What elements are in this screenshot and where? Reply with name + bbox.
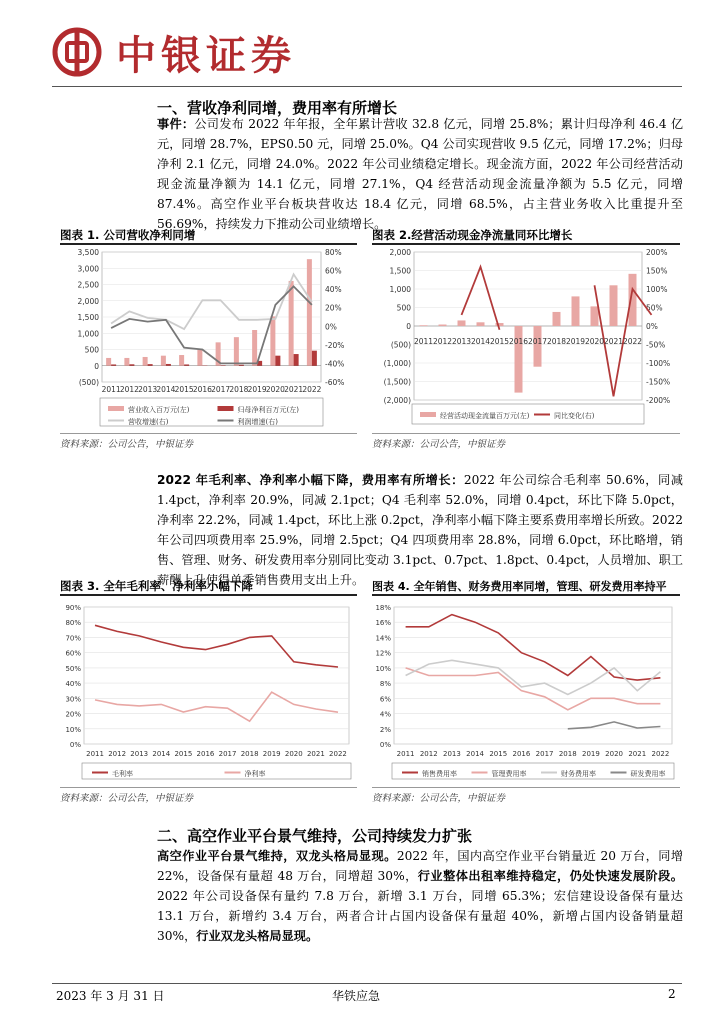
fig2-x-tick: 2019 — [565, 337, 586, 346]
fig3-chart — [60, 597, 357, 783]
fig4-x-tick: 2018 — [558, 750, 577, 758]
fig4-x-tick: 2021 — [628, 750, 647, 758]
fig1-x-tick: 2015 — [174, 385, 194, 394]
fig3-x-tick: 2016 — [196, 750, 215, 758]
fig4-y-tick: 14% — [375, 634, 391, 643]
fig4-x-tick: 2017 — [535, 750, 554, 758]
fig1-bar-营业收入百万元(左)-2016 — [197, 350, 202, 366]
fig2-bar-经营活动现金流量百万元(左)-2011 — [420, 325, 428, 326]
fig2-y-right-tick: 150% — [646, 266, 668, 276]
fig1-bar-归母净利百万元(左)-2021 — [294, 354, 299, 366]
fig1-bar-归母净利百万元(左)-2020 — [275, 356, 280, 366]
header-rule — [52, 86, 682, 87]
fig4-legend-label: 销售费用率 — [422, 770, 457, 778]
fig3-y-tick: 30% — [65, 695, 81, 704]
fig1-legend-label: 归母净利百万元(左) — [237, 406, 299, 414]
section-1-body: 公司发布 2022 年年报，全年累计营收 32.8 亿元，同增 25.8%；累计归母净利 46.4 亿元，同增 28.7%，EPS0.50 元，同增 25.0%。Q4 公司实现营收 9.5 亿元，同增 17.2%；归母净利 2.1 亿元，同增 24.0%。2022 年公司业绩稳定增长。现金流方面，2022 年公司经营活动现金流量净额为 14.1 亿元，同增 27.1%，Q4 经营活动现金流量净额为 5.5 亿元，同增 87.4%。高空作业平台板块营收达 18.4 亿元，同增 68.5%，占主营业务收入比重提升至 56.69%，持续发力下推动公司业绩增长。 — [157, 117, 684, 231]
fig1-bar-归母净利百万元(左)-2015 — [184, 364, 189, 365]
fig2-x-tick: 2021 — [603, 337, 624, 346]
fig1-y-right-tick: -20% — [325, 340, 345, 350]
fig1-x-tick: 2022 — [302, 385, 322, 394]
fig2-x-tick: 2022 — [622, 337, 643, 346]
fig1-x-tick: 2012 — [119, 385, 139, 394]
fig1-bar-归母净利百万元(左)-2022 — [312, 351, 317, 366]
fig1-bar-归母净利百万元(左)-2012 — [129, 364, 134, 365]
fig3-x-tick: 2022 — [329, 750, 347, 758]
fig2-y-right-tick: 100% — [646, 285, 668, 294]
fig1-bar-营业收入百万元(左)-2022 — [307, 259, 312, 366]
fig2-bar-经营活动现金流量百万元(左)-2020 — [591, 306, 599, 326]
fig1-y-left-tick: 3,500 — [77, 248, 99, 257]
fig3-y-tick: 80% — [65, 619, 81, 628]
fig3-source-rule — [60, 787, 357, 788]
fig1-legend-归母净利百万元(左)-swatch — [218, 406, 234, 411]
fig3-rule — [60, 594, 357, 596]
fig1-y-right-tick: -40% — [325, 359, 345, 369]
fig2-bar-经营活动现金流量百万元(左)-2012 — [439, 325, 447, 326]
fig3-y-tick: 90% — [65, 604, 81, 612]
fig2-y-right-tick: -100% — [646, 359, 671, 368]
fig3-x-tick: 2019 — [262, 750, 281, 758]
fig1-y-left-tick: 3,000 — [77, 264, 99, 274]
fig4-x-tick: 2013 — [443, 750, 461, 758]
fig2-line-同比变化(右) — [462, 267, 652, 397]
fig2-x-tick: 2017 — [527, 337, 548, 346]
fig2-bar-经营活动现金流量百万元(左)-2019 — [572, 296, 580, 326]
fig1-bar-营业收入百万元(左)-2015 — [179, 355, 184, 366]
fig1-x-tick: 2011 — [101, 385, 121, 394]
fig3-x-tick: 2017 — [218, 750, 237, 758]
section-2-bold-end: 行业双龙头格局显现。 — [196, 929, 319, 943]
fig4-line-管理费用率 — [406, 668, 661, 710]
fig1-bar-归母净利百万元(左)-2018 — [239, 365, 244, 366]
fig4-y-tick: 2% — [379, 725, 391, 734]
fig2-title: 图表 2.经营活动现金净流量同环比增长 — [372, 228, 573, 242]
fig1-rule — [60, 243, 357, 245]
fig3-line-净利率 — [95, 692, 338, 721]
fig1-title: 图表 1. 公司营收净利同增 — [60, 228, 196, 242]
fig2-bar-经营活动现金流量百万元(左)-2021 — [610, 285, 618, 326]
fig3-x-tick: 2013 — [130, 750, 149, 758]
fig4-y-tick: 4% — [379, 710, 391, 719]
section-2-body-1: 2022 年，国内高空作业平台销量近 20 万台，同增 22%，设备保有量超 48 万台，同增超 30%， — [157, 849, 684, 883]
fig1-source-rule — [60, 433, 357, 434]
fig1-y-left-tick: 2,500 — [77, 280, 99, 290]
fig3-y-tick: 70% — [65, 634, 81, 643]
fig1-y-left-tick: 500 — [84, 345, 99, 355]
section-1-lead: 事件： — [157, 117, 195, 131]
fig1-legend-label: 营收增速(右) — [128, 418, 169, 426]
fig1-x-tick: 2017 — [211, 385, 231, 394]
fig1-y-right-tick: 20% — [325, 303, 342, 313]
section-2-lead: 高空作业平台景气维持，双龙头格局显现。 — [157, 849, 397, 863]
fig1-bar-营业收入百万元(左)-2014 — [161, 356, 166, 366]
fig1-y-left-tick: 0 — [94, 361, 99, 371]
fig1-bar-营业收入百万元(左)-2011 — [106, 358, 111, 366]
footer-company: 华铁应急 — [332, 989, 381, 1003]
fig2-y-right-tick: -200% — [646, 396, 671, 405]
fig2-y-right-tick: 0% — [646, 322, 658, 331]
bank-of-china-logo — [52, 27, 102, 77]
fig4-x-tick: 2015 — [489, 750, 508, 758]
fig2-source-rule — [372, 433, 680, 434]
fig4-y-tick: 12% — [375, 649, 391, 658]
fig3-legend-label: 毛利率 — [112, 770, 133, 778]
fig4-y-tick: 8% — [379, 680, 391, 689]
fig2-bar-经营活动现金流量百万元(左)-2016 — [515, 326, 523, 393]
fig2-y-right-tick: -50% — [646, 340, 666, 350]
footer-page-number: 2 — [668, 987, 676, 1001]
fig2-y-left-tick: 1,500 — [389, 266, 411, 276]
fig3-x-tick: 2018 — [240, 750, 259, 758]
fig1-y-left-tick: 1,500 — [77, 313, 99, 322]
fig1-y-left-tick: 1,000 — [77, 329, 99, 339]
fig4-legend-label: 研发费用率 — [630, 770, 666, 778]
fig2-y-left-tick: 1,000 — [389, 285, 411, 294]
fig4-y-tick: 10% — [375, 664, 391, 673]
fig3-source: 资料来源：公司公告，中银证券 — [60, 793, 194, 804]
section-1-paragraph — [157, 114, 683, 234]
section-2-body-2: 2022 年公司设备保有量约 7.8 万台，新增 3.1 万台，同增 65.3%；宏信建设设备保有量达 13.1 万台，新增约 3.4 万台，两者合计占国内设备保有量超 40%，新增占国内设备销量超 30%， — [157, 889, 683, 943]
fig3-y-tick: 0% — [69, 741, 81, 749]
fig1-legend-label: 营业收入百万元(左) — [128, 406, 190, 414]
fig1-y-right-tick: 0% — [325, 322, 337, 332]
fig4-y-tick: 18% — [375, 604, 391, 612]
fig4-legend-label: 财务费用率 — [561, 770, 596, 778]
fig4-source-rule — [372, 787, 680, 788]
fig4-y-tick: 6% — [379, 695, 391, 704]
fig1-x-tick: 2016 — [192, 385, 212, 394]
fig4-x-tick: 2022 — [651, 750, 670, 758]
fig1-y-left-tick: (500) — [78, 378, 99, 387]
fig2-y-left-tick: (2,000) — [383, 396, 411, 405]
fig2-y-right-tick: 200% — [646, 248, 668, 257]
fig1-y-right-tick: 60% — [325, 266, 342, 276]
fig4-y-tick: 16% — [375, 619, 391, 628]
fig3-y-tick: 50% — [65, 664, 81, 673]
fig3-x-tick: 2020 — [284, 750, 303, 758]
fig2-y-left-tick: 2,000 — [389, 248, 411, 257]
fig3-line-毛利率 — [95, 625, 338, 667]
fig4-source: 资料来源：公司公告，中银证券 — [372, 793, 506, 804]
fig4-x-tick: 2012 — [419, 750, 438, 758]
fig4-x-tick: 2020 — [605, 750, 623, 758]
fig2-y-left-tick: (1,000) — [383, 359, 411, 368]
fig1-x-tick: 2018 — [229, 385, 249, 394]
paragraph-2-lead: 2022 年毛利率、净利率小幅下降，费用率有所增长： — [157, 473, 464, 487]
fig4-line-销售费用率 — [406, 615, 661, 681]
fig1-bar-营业收入百万元(左)-2012 — [124, 358, 129, 366]
fig2-y-right-tick: -150% — [646, 377, 671, 387]
fig1-line-利润增速(右) — [111, 286, 312, 363]
fig2-x-tick: 2016 — [508, 337, 529, 346]
fig3-title: 图表 3. 全年毛利率、净利率小幅下降 — [60, 579, 253, 593]
fig4-y-tick: 0% — [379, 741, 391, 749]
fig2-y-left-tick: (500) — [390, 340, 411, 350]
fig2-x-tick: 2014 — [470, 337, 491, 346]
fig3-y-tick: 20% — [65, 710, 81, 719]
footer-date: 2023 年 3 月 31 日 — [56, 989, 165, 1003]
fig2-x-tick: 2012 — [432, 337, 453, 346]
paragraph-2-body: 2022 年公司综合毛利率 50.6%，同减 1.4pct，净利率 20.9%，同减 2.1pct；Q4 毛利率 52.0%，同增 0.4pct，环比下降 5.0pct，净利率 22.2%，同减 1.4pct，环比上涨 0.2pct，净利率小幅下降主要系费用率增长所致。2022 年公司四项费用率 25.9%，同增 2.5pct；Q4 四项费用率 28.8%，同增 6.0pct，环比略增，销售、管理、财务、研发费用率分别同比变动 3.1pct、0.7pct、1.8pct、0.4pct，人员增加、职工薪酬上升使得单季销售费用支出上升。 — [157, 473, 683, 587]
fig1-y-left-tick: 2,000 — [77, 296, 99, 306]
section-2-title: 二、高空作业平台景气维持，公司持续发力扩张 — [157, 827, 473, 845]
fig2-x-tick: 2018 — [546, 337, 567, 346]
section-2-paragraph — [157, 846, 683, 946]
fig1-bar-归母净利百万元(左)-2014 — [166, 364, 171, 366]
fig1-legend-label: 利润增速(右) — [237, 418, 278, 426]
paragraph-2 — [157, 470, 683, 590]
footer-rule — [52, 983, 682, 984]
fig1-bar-营业收入百万元(左)-2019 — [252, 330, 257, 366]
fig1-bar-营业收入百万元(左)-2021 — [289, 281, 294, 366]
fig3-y-tick: 10% — [65, 725, 81, 734]
fig2-bar-经营活动现金流量百万元(左)-2018 — [553, 312, 561, 326]
fig1-legend-营业收入百万元(左)-swatch — [108, 406, 124, 411]
fig1-x-tick: 2020 — [265, 385, 285, 394]
fig1-bar-营业收入百万元(左)-2018 — [234, 337, 239, 366]
fig1-y-right-tick: 80% — [325, 248, 342, 257]
section-1-title: 一、营收净利同增，费用率有所增长 — [157, 99, 398, 117]
fig2-x-tick: 2015 — [489, 337, 510, 346]
fig2-y-left-tick: (1,500) — [383, 377, 411, 387]
fig3-plot-frame — [84, 607, 349, 744]
fig1-bar-归母净利百万元(左)-2013 — [148, 364, 153, 366]
fig3-x-tick: 2011 — [86, 750, 104, 758]
fig4-x-tick: 2016 — [512, 750, 531, 758]
fig1-x-tick: 2019 — [247, 385, 267, 394]
fig1-x-tick: 2021 — [284, 385, 304, 394]
fig1-x-tick: 2013 — [138, 385, 158, 394]
section-2-bold-mid: 行业整体出租率维持稳定，仍处快速发展阶段。 — [417, 869, 683, 883]
fig2-y-left-tick: 500 — [396, 303, 411, 313]
fig2-source: 资料来源：公司公告，中银证券 — [372, 439, 506, 450]
fig4-x-tick: 2014 — [466, 750, 484, 758]
fig1-x-tick: 2014 — [156, 385, 176, 394]
fig2-legend-经营活动现金流量百万元(左)-swatch — [420, 412, 436, 417]
fig1-bar-营业收入百万元(左)-2013 — [143, 357, 148, 366]
fig4-line-研发费用率 — [568, 722, 661, 729]
fig2-x-tick: 2011 — [413, 337, 434, 346]
fig3-x-tick: 2014 — [152, 750, 171, 758]
fig3-y-tick: 60% — [65, 649, 81, 658]
fig4-x-tick: 2019 — [582, 750, 600, 758]
fig1-y-right-tick: 40% — [325, 285, 342, 295]
fig2-x-tick: 2020 — [584, 337, 605, 346]
fig2-x-tick: 2013 — [451, 337, 472, 346]
fig4-legend-label: 管理费用率 — [491, 770, 527, 778]
fig1-chart — [60, 246, 357, 428]
fig3-x-tick: 2015 — [174, 750, 193, 758]
fig3-y-tick: 40% — [65, 680, 81, 689]
fig3-legend-label: 净利率 — [244, 770, 266, 778]
fig4-chart — [372, 597, 680, 783]
fig1-bar-归母净利百万元(左)-2011 — [111, 364, 116, 365]
fig4-rule — [372, 594, 680, 596]
fig1-y-right-tick: -60% — [325, 378, 345, 387]
brand-name: 中银证券 — [116, 33, 296, 79]
fig2-legend-label: 经营活动现金流量百万元(左) — [440, 412, 530, 420]
fig2-bar-经营活动现金流量百万元(左)-2014 — [477, 322, 485, 326]
fig2-rule — [372, 243, 680, 245]
fig2-bar-经营活动现金流量百万元(左)-2017 — [534, 326, 542, 367]
fig4-title: 图表 4. 全年销售、财务费用率同增，管理、研发费用率持平 — [372, 580, 667, 593]
fig1-bar-营业收入百万元(左)-2020 — [270, 316, 275, 365]
fig2-bar-经营活动现金流量百万元(左)-2013 — [458, 320, 466, 326]
fig3-x-tick: 2021 — [306, 750, 325, 758]
fig4-x-tick: 2011 — [396, 750, 415, 758]
fig1-source: 资料来源：公司公告，中银证券 — [60, 439, 194, 450]
fig3-x-tick: 2012 — [108, 750, 127, 758]
fig2-y-left-tick: 0 — [406, 322, 411, 331]
fig2-y-right-tick: 50% — [646, 303, 663, 313]
fig2-legend-label: 同比变化(右) — [554, 412, 595, 420]
fig2-chart — [372, 246, 680, 428]
